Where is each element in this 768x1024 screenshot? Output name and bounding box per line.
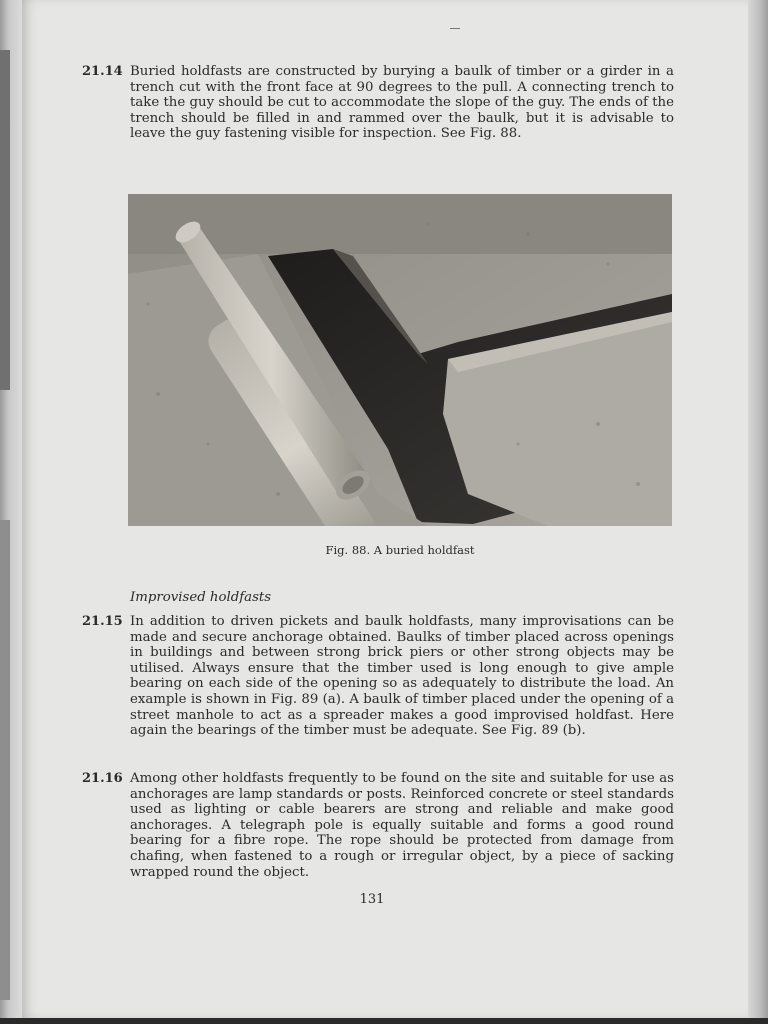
paragraph-text: Among other holdfasts frequently to be found on the site and suitable for use as anchorages are lamp standards or posts. Reinforced concrete or steel standards used as lighting or cable bearers are strong and reliable and make good anchorages. A telegraph pole is equally suitable and forms a good round bearing for a fibre rope. The rope should be protected from damage from chafing, when fastened to a rough or irregular object, by a piece of sacking wrapped round the object. (130, 771, 674, 880)
paragraph-text: Buried holdfasts are constructed by burying a baulk of timber or a girder in a trench cut with the front face at 90 degrees to the pull. A connecting trench to take the guy should be cut to accommodate the slope of the guy. The ends of the trench should be filled in and rammed over the baulk, but it is advisable to leave the guy fastening visible for inspection. See Fig. 88. (130, 64, 674, 142)
figure-88-photo (128, 194, 672, 526)
paragraph-21-16 (82, 771, 674, 880)
top-mark (450, 28, 460, 29)
buried-holdfast-photo (128, 194, 672, 526)
figure-caption: Fig. 88. A buried holdfast (325, 543, 475, 557)
paragraph-21-14 (82, 64, 674, 142)
section-heading: Improvised holdfasts (130, 590, 272, 605)
page-bottom-edge (0, 1018, 768, 1024)
page-number: 131 (359, 892, 385, 907)
paragraph-text: In addition to driven pickets and baulk holdfasts, many improvisations can be made and secure anchorage obtained. Baulks of timber placed across openings in buildings and between strong brick piers or other strong objects may be utilised. Always ensure that the timber used is long enough to give ample bearing on each side of the opening so as adequately to distribute the load. An example is shown in Fig. 89 (a). A baulk of timber placed under the opening of a street manhole to act as a spreader makes a good improvised holdfast. Here again the bearings of the timber must be adequate. See Fig. 89 (b). (130, 614, 674, 739)
page-right-edge (748, 0, 768, 1024)
paragraph-number: 21.14 (82, 64, 123, 79)
paragraph-21-15 (82, 614, 674, 739)
facing-page-edge-lower (0, 520, 10, 1000)
facing-page-edge (0, 50, 10, 390)
book-page (22, 0, 748, 1018)
paragraph-number: 21.16 (82, 771, 123, 786)
paragraph-number: 21.15 (82, 614, 123, 629)
